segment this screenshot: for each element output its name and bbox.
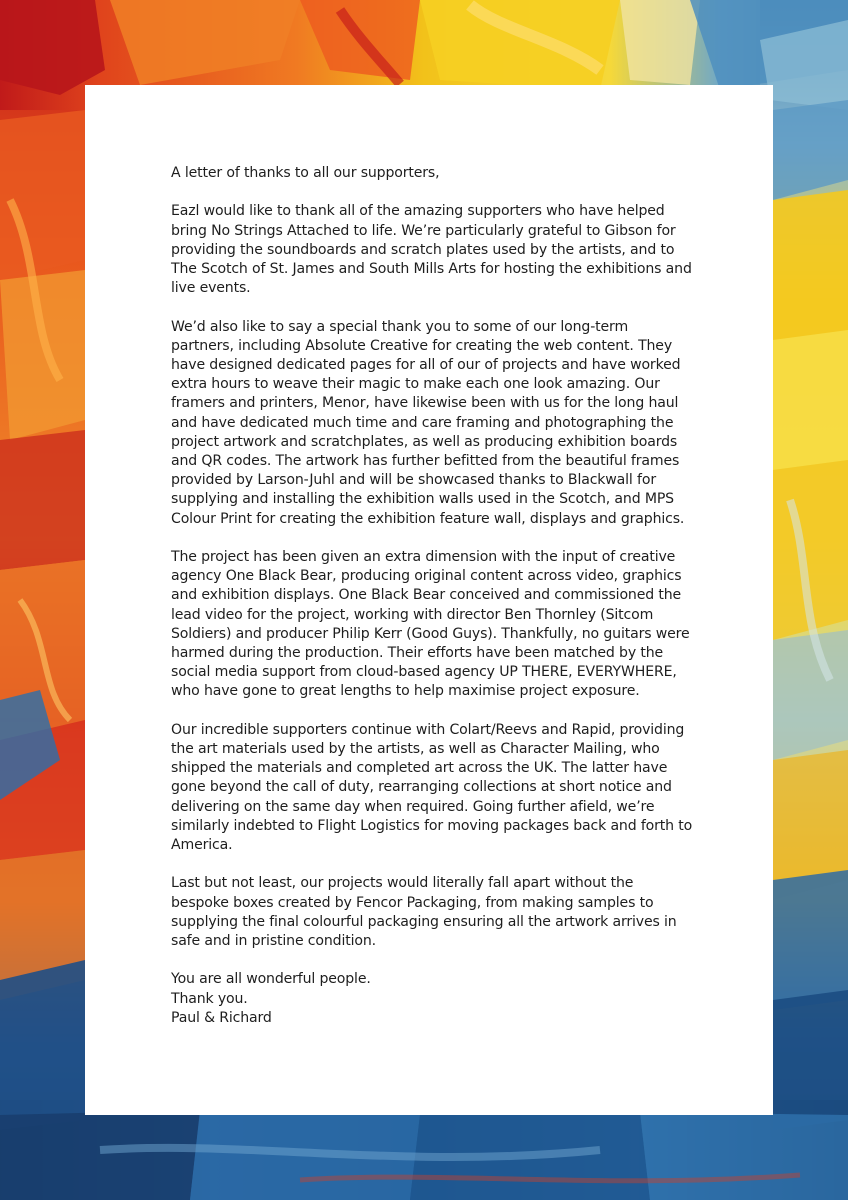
letter-closing-line: You are all wonderful people. <box>171 971 371 988</box>
letter-paragraph-materials-logistics: Our incredible supporters continue with Colart/Reevs and Rapid, providing the art materials used by the artists, as well as Character Mailing, who shipped the materials and completed art across the UK. The latter have gone beyond the call of duty, rearranging collections at short notice and delivering on the same day when required. Going further afield, we’re similarly indebted to Flight Logistics for moving packages back and forth to America. <box>171 721 693 854</box>
letter-signature: Paul & Richard <box>171 1009 272 1026</box>
letter-body <box>171 164 695 1028</box>
letter-page <box>85 85 773 1115</box>
letter-paragraph-gratitude: Eazl would like to thank all of the amazing supporters who have helped bring No Strings Attached to life. We’re particularly grateful to Gibson for providing the soundboards and scratch plates used by the artists, and to The Scotch of St. James and South Mills Arts for hosting the exhibitions and live events. <box>171 203 692 297</box>
letter-salutation: A letter of thanks to all our supporters, <box>171 165 440 181</box>
letter-paragraph-partners: We’d also like to say a special thank you to some of our long-term partners, including Absolute Creative for creating the web content. They have designed dedicated pages for all of our of projects and have worked extra hours to weave their magic to make each one look amazing. Our framers and printers, Menor, have likewise been with us for the long haul and have dedicated much time and care framing and photographing the project artwork and scratchplates, as well as producing exhibition boards and QR codes. The artwork has further befitted from the beautiful frames provided by Larson-Juhl and will be showcased thanks to Blackwall for supplying and installing the exhibition walls used in the Scotch, and MPS Colour Print for creating the exhibition feature wall, displays and graphics. <box>171 318 685 527</box>
letter-paragraph-creative-agency: The project has been given an extra dimension with the input of creative agency One Black Bear, producing original content across video, graphics and exhibition displays. One Black Bear conceived and commissioned the lead video for the project, working with director Ben Thornley (Sitcom Soldiers) and producer Philip Kerr (Good Guys). Thankfully, no guitars were harmed during the production. Their efforts have been matched by the social media support from cloud-based agency UP THERE, EVERYWHERE, who have gone to great lengths to help maximise project exposure. <box>171 549 690 700</box>
letter-paragraph-packaging: Last but not least, our projects would literally fall apart without the bespoke boxes created by Fencor Packaging, from making samples to supplying the final colourful packaging ensuring all the artwork arrives in safe and in pristine condition. <box>171 875 677 950</box>
letter-closing-thanks: Thank you. <box>171 990 248 1007</box>
